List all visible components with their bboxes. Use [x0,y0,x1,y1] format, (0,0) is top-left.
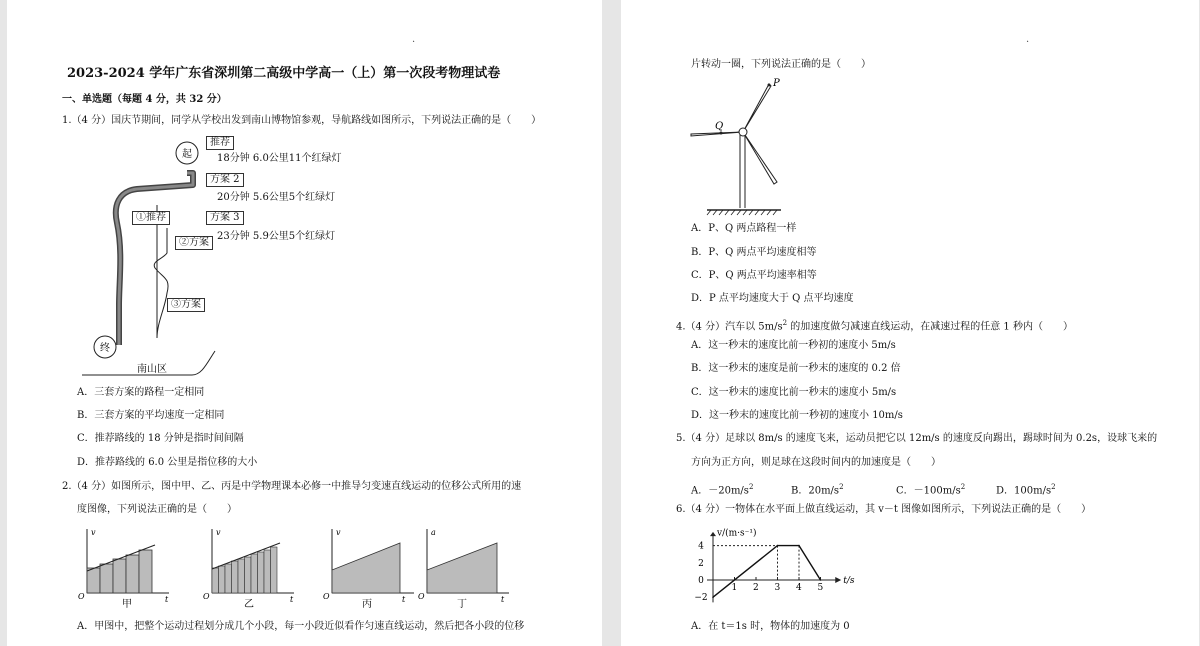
x-axis-arrow [835,577,841,583]
x-tick-label: 2 [753,583,759,593]
recommended-route [116,173,193,345]
q4-stem: 4.（4 分）汽车以 $5m/s^2$ 的加速度做匀减速直线运动，在减速过程的任意 1 秒内（ ） [676,319,1073,333]
q5-choice-d: D．$100m/s^2$ [996,483,1056,497]
page-dot: · [1026,37,1030,48]
q1-stem: 1.（4 分）国庆节期间，同学从学校出发到南山博物馆参观，导航路线如图所示，下列说法正确的是（ ） [62,115,542,126]
q3-choice-d: D．P 点平均速度大于 Q 点平均速度 [691,293,854,304]
q1-choice-b: B．三套方案的平均速度一定相同 [77,410,225,421]
graph-jia [78,528,169,610]
x-tick-label: 3 [774,583,781,593]
q3-stem-continued: 片转动一圈，下列说法正确的是（ ） [691,59,871,70]
svg-text:v: v [91,528,96,537]
svg-text:v: v [336,528,341,537]
q1-choice-c: C．推荐路线的 18 分钟是指时间间隔 [77,433,244,444]
q5-stem-line1: 5.（4 分）足球以 8m/s 的速度飞来，运动员把它以 12m/s 的速度反向踢出，踢球时间为 0.2s，设球飞来的 [676,433,1158,444]
vt-data-point [712,596,714,598]
option-detail-recommended: 18分钟 6.0公里11个红绿灯 [217,153,342,164]
y-tick-label: 0 [698,576,704,586]
point-q-label: Q [715,121,724,132]
q5-choice-b: B．$20m/s^2$ [791,483,844,497]
svg-text:t: t [165,595,169,604]
route-map-figure [67,133,367,378]
vt-series-line [713,546,821,598]
district-label: 南山区 [137,364,167,375]
route-line-2 [154,228,168,338]
q5-choice-c: C．$-100m/s^2$ [896,483,966,497]
y-tick-label: −2 [694,593,708,604]
svg-text:O: O [78,592,85,601]
svg-text:a: a [431,528,436,537]
graph-jia-caption: 甲 [122,599,132,610]
q4-choice-a: A．这一秒末的速度比前一秒初的速度小 5m/s [691,340,896,351]
graph-ding-caption: 丁 [457,599,467,610]
option-tag-2: 方案 2 [206,173,244,187]
q6-stem: 6.（4 分）一物体在水平面上做直线运动，其 v－t 图像如图所示，下列说法正确的是（ ） [676,504,1092,515]
vt-data-point [777,545,779,547]
exam-title: 2023-2024 学年广东省深圳第二高级中学高一（上）第一次段考物理试卷 [67,66,501,81]
x-tick-label: 4 [796,583,802,593]
svg-text:O: O [323,592,330,601]
option-detail-3: 23分钟 5.9公里5个红绿灯 [217,231,336,242]
graph-bing-caption: 丙 [362,599,372,610]
graph-bing [323,528,414,610]
graph-ding [418,528,509,610]
q5-choice-a: A．$-20m/s^2$ [691,483,754,497]
svg-text:t: t [501,595,505,604]
vt-chart [681,518,901,610]
q3-choice-b: B．P、Q 两点平均速度相等 [691,247,817,258]
hub [739,128,747,136]
start-label: 起 [182,149,192,160]
route-label-2: ②方案 [175,236,213,250]
vt-data-point [820,579,822,581]
route-label-3: ③方案 [167,298,205,312]
blade-2 [743,132,777,184]
svg-text:O: O [203,592,210,601]
graph-yi-caption: 乙 [244,599,254,610]
q2-choice-a: A．甲图中，把整个运动过程划分成几个小段，每一小段近似看作匀速直线运动，然后把各小段的位移 [77,621,525,632]
option-tag-recommended: 推荐 [206,136,234,150]
q5-stem-line2: 方向为正方向，则足球在这段时间内的加速度是（ ） [691,457,941,468]
svg-text:v: v [216,528,221,537]
end-label: 终 [100,343,110,354]
svg-text:t: t [402,595,406,604]
point-p-label: P [773,78,780,89]
page-dot: · [412,37,416,48]
y-tick-label: 2 [698,558,704,569]
q3-choice-a: A．P、Q 两点路程一样 [691,223,797,234]
left-page [7,0,602,646]
blade-3 [691,132,743,136]
option-tag-3: 方案 3 [206,211,244,225]
y-axis-arrow [710,532,716,536]
q4-choice-b: B．这一秒末的速度是前一秒末的速度的 0.2 倍 [691,363,901,374]
q4-choice-d: D．这一秒末的速度比前一秒初的速度小 10m/s [691,410,903,421]
section-heading: 一、单选题（每题 4 分，共 32 分） [62,94,227,105]
q2-stem-line2: 度图像，下列说法正确的是（ ） [77,504,237,515]
q4-choice-c: C．这一秒末的速度比前一秒末的速度小 5m/s [691,387,897,398]
q3-choice-c: C．P、Q 两点平均速率相等 [691,270,817,281]
vt-data-point [798,545,800,547]
blade-p [743,84,771,132]
svg-text:t: t [290,595,294,604]
q2-stem-line1: 2.（4 分）如图所示，图中甲、乙、丙是中学物理课本必修一中推导匀变速直线运动的位移公式所用的速 [62,481,522,492]
route-label-1: ①推荐 [132,211,170,225]
option-detail-2: 20分钟 5.6公里5个红绿灯 [217,192,336,203]
q2-graphs [77,523,517,615]
y-tick-label: 4 [698,541,704,552]
x-tick-label: 1 [731,583,738,593]
graph-yi [203,528,294,610]
x-axis-label: t/s [843,576,855,586]
q1-choice-d: D．推荐路线的 6.0 公里是指位移的大小 [77,457,258,468]
right-page [621,0,1199,646]
svg-text:O: O [418,592,425,601]
q6-choice-a: A．在 t＝1s 时，物体的加速度为 0 [691,621,850,632]
windmill-figure [683,72,803,218]
y-axis-label: v/(m·s⁻¹) [717,528,757,539]
x-tick-label: 5 [817,583,824,593]
q1-choice-a: A．三套方案的路程一定相同 [77,387,205,398]
